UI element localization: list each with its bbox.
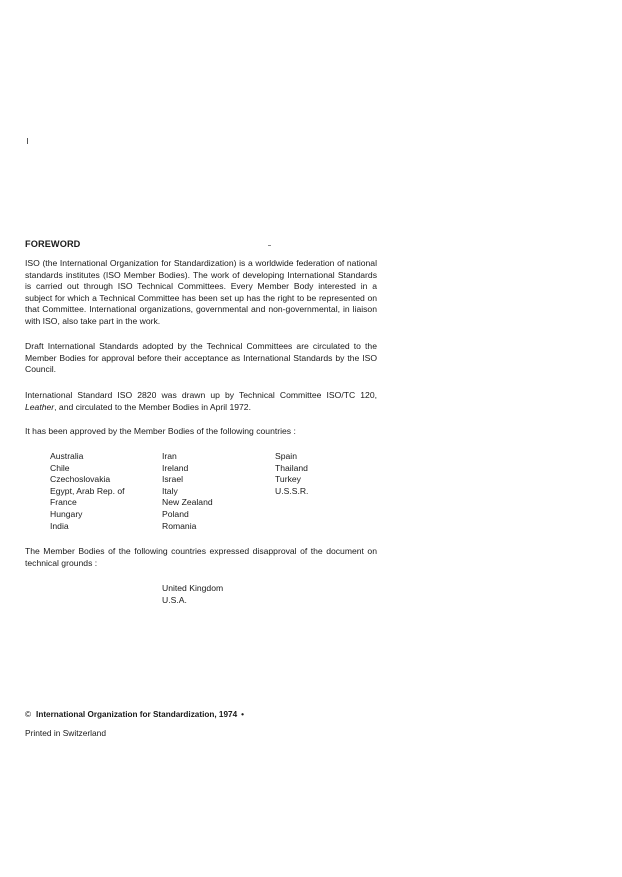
country-item: U.S.A. [162,594,187,605]
country-item: Turkey [275,474,301,485]
page-mark [27,138,28,144]
country-item: Hungary [50,508,83,519]
country-item: Czechoslovakia [50,474,111,485]
foreword-heading: FOREWORD [25,239,81,249]
foreword-paragraph-iso: ISO (the International Organization for Standardization) is a worldwide federation of national standards institutes (ISO Member Bodies). The work of developing International Standards is carried out through ISO Technical Committees. Every Member Body interested in a subject for which a Technical Committee has been set up has the right to be represented on that Committee. International organizations, governmental and non-governmental, in liaison with ISO, also take part in the work. [25,258,377,326]
country-item: India [50,520,69,531]
standard-text-before: International Standard ISO 2820 was drawn up by Technical Committee ISO/TC 120, [25,390,377,400]
country-item: Italy [162,485,178,496]
foreword-paragraph-drafts: Draft International Standards adopted by the Technical Committees are circulated to the Member Bodies for approval before their acceptance as International Standards by the ISO Council. [25,341,377,375]
standard-text-after: , and circulated to the Member Bodies in April 1972. [54,401,251,412]
country-item: Poland [162,508,189,519]
country-item: Iran [162,451,177,461]
foreword-paragraph-disapproval: The Member Bodies of the following countries expressed disapproval of the document on technical grounds : [25,546,377,568]
country-item: Romania [162,520,197,531]
country-item: U.S.S.R. [275,485,309,496]
printed-location: Printed in Switzerland [25,728,106,738]
country-item: Israel [162,474,184,485]
country-item: Chile [50,462,70,473]
country-item: France [50,497,77,508]
country-item: Egypt, Arab Rep. of [50,485,125,496]
committee-name: Leather [25,401,55,412]
foreword-paragraph-standard [25,390,377,413]
approving-countries-column-3 [275,451,308,497]
copyright-text: International Organization for Standardization, 1974 [36,710,238,719]
approving-countries-column-2 [162,451,213,532]
country-item: Thailand [275,462,308,473]
country-item: Australia [50,451,84,461]
approving-countries-column-1 [50,451,125,532]
country-item: United Kingdom [162,583,224,593]
copyright-bullet: • [241,710,244,719]
foreword-paragraph-approval: It has been approved by the Member Bodies of the following countries : [25,426,296,436]
country-item: Ireland [162,462,189,473]
copyright-symbol: © [25,710,32,719]
page-speck [268,245,271,246]
disapproving-countries-list [162,583,223,606]
country-item: Spain [275,451,297,461]
country-item: New Zealand [162,497,213,508]
copyright-line [25,710,244,719]
